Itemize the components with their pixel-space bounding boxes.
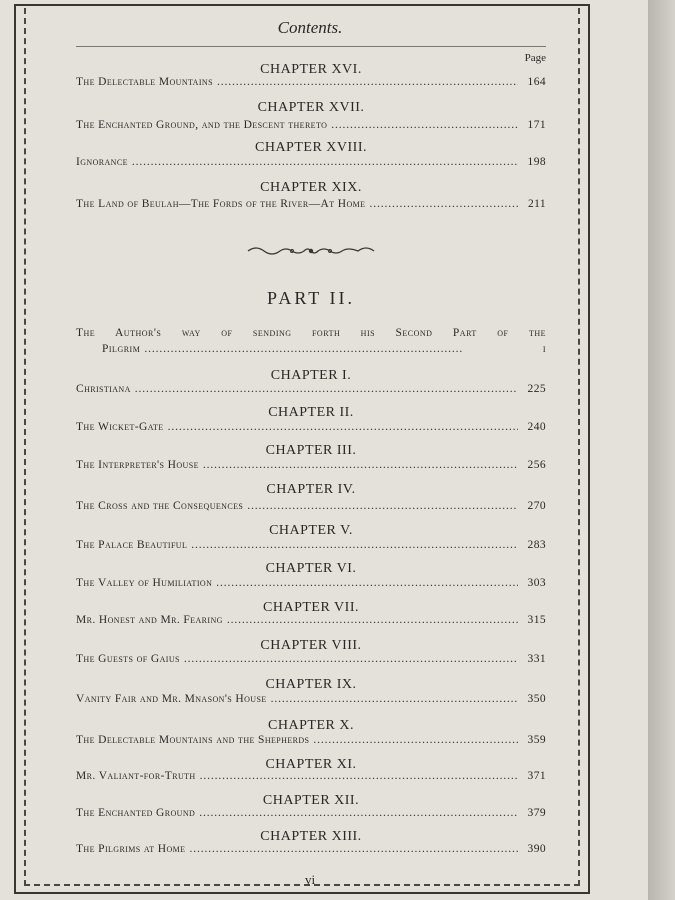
chapter-heading: CHAPTER VI. [265,561,357,576]
chapter-heading: CHAPTER VIII. [260,638,362,653]
intro-entry-line2 [102,343,546,359]
dot-leader [271,693,518,705]
toc-entry [76,734,546,750]
chapter-heading: CHAPTER III. [265,443,357,458]
dot-leader [189,843,518,855]
entry-title: The Palace Beautiful [76,539,188,551]
toc-entry [76,807,546,823]
toc-entry [76,156,546,172]
page-folio: vi [304,872,316,887]
toc-entry [76,500,546,516]
dot-leader [369,198,518,210]
entry-page: 283 [527,539,546,551]
dot-leader [331,119,518,131]
entry-page: 390 [527,843,546,855]
toc-entry [76,198,546,214]
toc-entry [76,119,546,135]
dot-leader [247,500,518,512]
entry-title: The Pilgrims at Home [76,843,186,855]
dot-leader [227,614,518,626]
chapter-heading: CHAPTER XVIII. [255,140,367,155]
dot-leader [313,734,518,746]
chapter-heading: CHAPTER XIII. [260,829,362,844]
toc-entry [76,577,546,593]
toc-entry [76,653,546,669]
entry-page: 303 [527,577,546,589]
dot-leader [135,383,518,395]
entry-page: 379 [527,807,546,819]
dot-leader [168,421,518,433]
intro-entry-title-cont: Pilgrim [102,343,141,355]
chapter-heading: CHAPTER II. [268,405,354,420]
entry-page: 331 [527,653,546,665]
entry-title: The Wicket-Gate [76,421,164,433]
chapter-heading: CHAPTER V. [269,523,353,538]
entry-title: Ignorance [76,156,128,168]
entry-title: The Guests of Gaius [76,653,180,665]
entry-page: 240 [527,421,546,433]
intro-entry-line1: The Author's way of sending forth his Second Part of the [76,327,546,339]
part-heading: PART II. [267,288,355,308]
entry-page: 350 [527,693,546,705]
entry-title: Vanity Fair and Mr. Mnason's House [76,693,267,705]
toc-entry [76,843,546,859]
entry-page: 359 [527,734,546,746]
entry-title: The Enchanted Ground, and the Descent thereto [76,119,328,131]
dot-leader [199,807,518,819]
entry-title: The Interpreter's House [76,459,199,471]
dot-leader [184,653,518,665]
toc-entry [76,459,546,475]
toc-entry [76,693,546,709]
dot-leader [203,459,518,471]
dot-leader [216,577,518,589]
toc-entry [76,383,546,399]
entry-page: 270 [527,500,546,512]
dot-leader [132,156,518,168]
ornament-divider [246,243,376,259]
entry-page: 211 [527,198,546,210]
entry-page: 198 [527,156,546,168]
dot-leader [144,343,538,355]
book-edge [648,0,675,900]
toc-entry [76,76,546,92]
chapter-heading: CHAPTER IV. [266,482,356,497]
chapter-heading: CHAPTER X. [268,718,354,733]
entry-page: 225 [527,383,546,395]
running-head: Contents. [277,18,343,37]
entry-page: 171 [527,119,546,131]
entry-title: Mr. Honest and Mr. Fearing [76,614,223,626]
dot-leader [217,76,518,88]
toc-entry [76,421,546,437]
chapter-heading: CHAPTER XI. [265,757,357,772]
entry-title: The Enchanted Ground [76,807,196,819]
toc-entry [76,614,546,630]
head-rule [76,46,546,47]
entry-page: 256 [527,459,546,471]
entry-page: i [542,343,546,355]
entry-page: 315 [527,614,546,626]
dot-leader [200,770,518,782]
chapter-heading: CHAPTER XIX. [260,180,362,195]
page-column-label: Page [524,52,546,64]
entry-title: Christiana [76,383,131,395]
entry-title: The Delectable Mountains [76,76,213,88]
entry-title: The Valley of Humiliation [76,577,213,589]
chapter-heading: CHAPTER XII. [262,793,360,808]
dot-leader [191,539,518,551]
toc-entry [76,770,546,786]
entry-title: The Land of Beulah—The Fords of the River—At Home [76,198,366,210]
chapter-heading: CHAPTER VII. [263,600,359,615]
entry-page: 371 [527,770,546,782]
chapter-heading: CHAPTER I. [270,368,352,383]
entry-title: The Delectable Mountains and the Shepherds [76,734,310,746]
entry-title: The Cross and the Consequences [76,500,244,512]
entry-page: 164 [527,76,546,88]
chapter-heading: CHAPTER XVII. [257,100,365,115]
chapter-heading: CHAPTER XVI. [260,62,362,77]
chapter-heading: CHAPTER IX. [265,677,357,692]
toc-entry [76,539,546,555]
entry-title: Mr. Valiant-for-Truth [76,770,196,782]
